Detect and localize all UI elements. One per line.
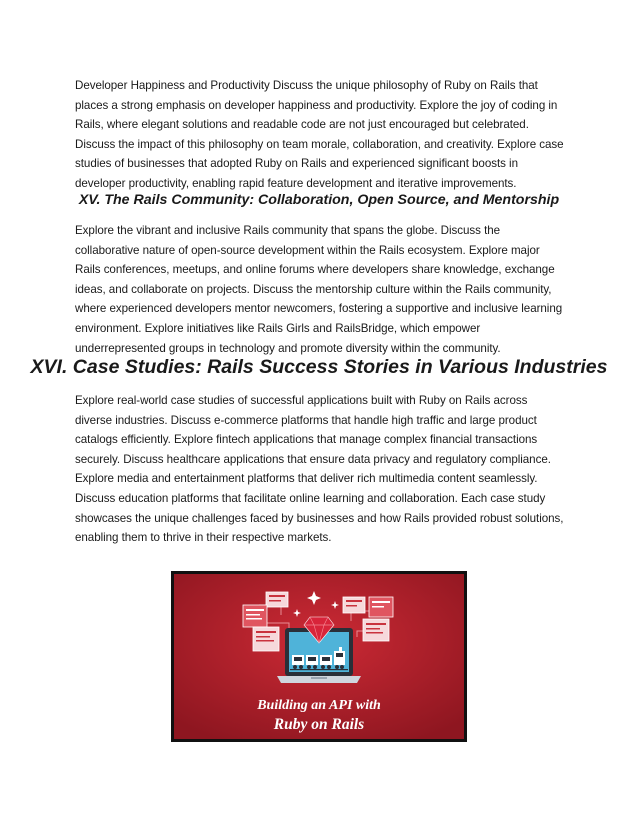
paragraph-rails-community: Explore the vibrant and inclusive Rails community that spans the globe. Discuss the collaborative nature of open-source development within the Rails ecosystem. Explore major Rails conferences, meetups, and online forums where developers share knowledge, exchange ideas, and collaborate on projects. Discuss the mentorship culture within the Rails community, where experienced developers mentor newcomers, fostering a supportive and inclusive learning environment. Explore initiatives like Rails Girls and RailsBridge, which empower underrepresented groups in technology and promote diversity within the community. [75,224,563,355]
api-card-icon [266,592,288,607]
api-card-icon [343,597,365,613]
api-card-icon [369,597,393,617]
illustration-svg [171,571,467,742]
section-heading-xv: XV. The Rails Community: Collaboration, Open Source, and Mentorship [78,192,560,208]
api-card-icon [243,605,267,627]
paragraph-developer-happiness: Developer Happiness and Productivity Discuss the unique philosophy of Ruby on Rails that places a strong emphasis on developer happiness and productivity. Explore the joy of coding in Rails, where elegant solutions and readable code are not just encouraged but celebrated. Discuss the impact of this philosophy on team morale, collaboration, and creativity. Explore case studies of businesses that adopted Ruby on Rails and experienced significant boosts in developer productivity, enabling rapid feature development and iterative improvements. [75,79,564,190]
figure-caption-line-1: Building an API with [257,698,381,713]
illustration-building-api [171,571,467,742]
paragraph-case-studies: Explore real-world case studies of successful applications built with Ruby on Rails across diverse industries. Discuss e-commerce platforms that handle high traffic and large product catalogs efficiently. Explore fintech applications that manage complex financial transactions securely. Discuss healthcare applications that ensure data privacy and regulatory compliance. Explore media and entertainment platforms that deliver rich multimedia content seamlessly. Discuss education platforms that facilitate online learning and collaboration. Each case study showcases the unique challenges faced by businesses and how Rails provided robust solutions, enabling them to thrive in their respective markets. [75,394,564,545]
api-card-icon [363,619,389,641]
api-card-icon [253,627,279,651]
figure-caption-line-2: Ruby on Rails [273,716,365,733]
section-heading-xvi: XVI. Case Studies: Rails Success Stories in Various Industries [30,356,608,378]
